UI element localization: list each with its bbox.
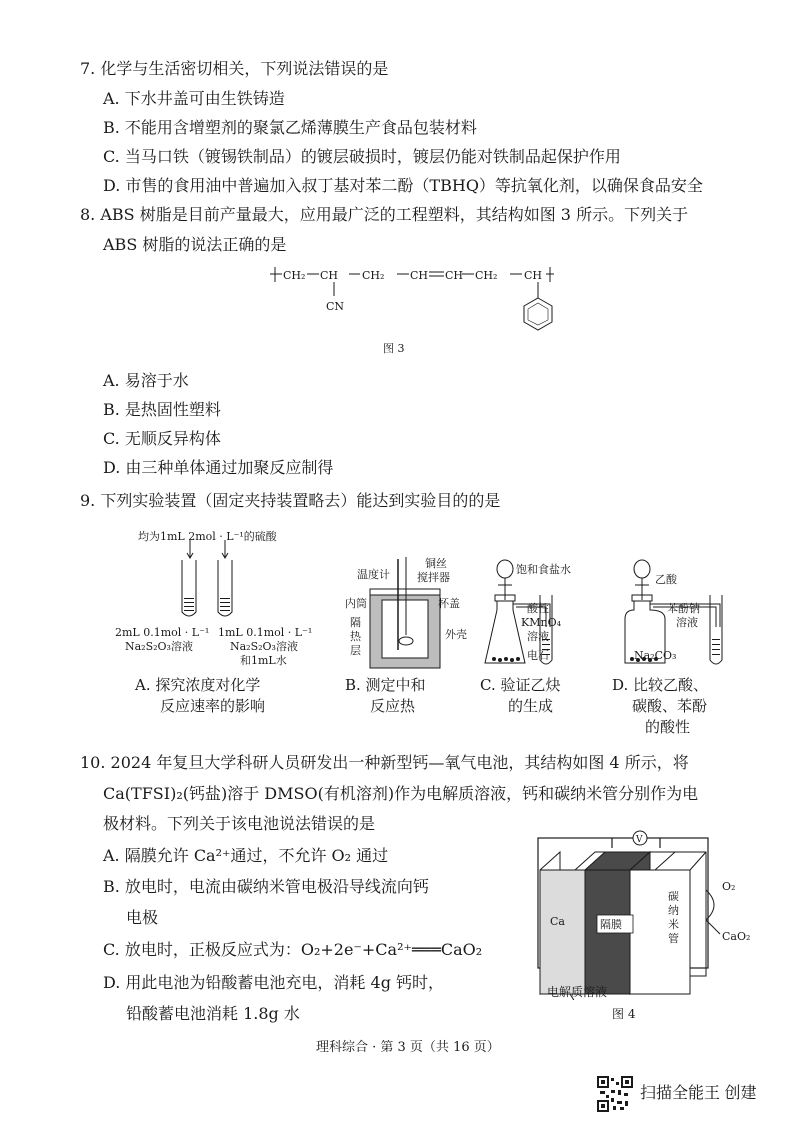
q9c-label-kmno4-3: 溶液 (527, 630, 549, 643)
q9c-label-kmno4-1: 酸性 (527, 602, 549, 615)
q9d-label-phenol-2: 溶液 (676, 616, 698, 629)
q9a-left-label-1: 2mL 0.1mol · L⁻¹ (115, 626, 210, 639)
q7-option-a: A. 下水井盖可由生铁铸造 (103, 89, 285, 108)
cao2-label: CaO₂ (722, 930, 751, 943)
q9b-label-insul-3: 层 (350, 644, 361, 657)
figure-3-label: 图 3 (383, 342, 405, 355)
q9a-right-label-3: 和1mL水 (240, 654, 287, 667)
q8-option-b: B. 是热固性塑料 (103, 400, 221, 419)
q9b-label-shell: 外壳 (445, 628, 467, 641)
q9d-caption-3: 的酸性 (645, 718, 691, 736)
q9b-label-copper-2: 搅拌器 (417, 571, 450, 584)
q7-stem: 7. 化学与生活密切相关，下列说法错误的是 (80, 59, 389, 78)
o2-label: O₂ (722, 880, 736, 893)
q8-option-a: A. 易溶于水 (103, 371, 189, 390)
q9d-label-phenol-1: 苯酚钠 (667, 602, 700, 615)
q10-option-a: A. 隔膜允许 Ca²⁺通过，不允许 O₂ 通过 (103, 846, 389, 865)
q9b-label-copper-1: 铜丝 (425, 557, 447, 570)
svg-text:CH: CH (524, 269, 543, 282)
q9a-test-tubes-figure (170, 540, 250, 620)
cnt-label-4: 管 (668, 932, 679, 945)
q10-option-d-cont: 铅酸蓄电池消耗 1.8g 水 (126, 1004, 300, 1023)
q9a-top-label: 均为1mL 2mol · L⁻¹的硫酸 (138, 530, 277, 543)
q8-stem-line1: 8. ABS 树脂是目前产量最大，应用最广泛的工程塑料，其结构如图 3 所示。下列关于 (80, 205, 689, 224)
q9a-right-label-2: Na₂S₂O₃溶液 (230, 640, 298, 653)
svg-text:CH₂: CH₂ (362, 269, 385, 282)
q7-option-b: B. 不能用含增塑剂的聚氯乙烯薄膜生产食品包装材料 (103, 118, 477, 137)
q9a-left-label-2: Na₂S₂O₃溶液 (125, 640, 193, 653)
q9a-right-label-1: 1mL 0.1mol · L⁻¹ (218, 626, 313, 639)
membrane-label: 隔膜 (600, 918, 622, 931)
q8-stem-line2: ABS 树脂的说法正确的是 (103, 235, 287, 254)
q10-stem-line2: Ca(TFSI)₂(钙盐)溶于 DMSO(有机溶剂)作为电解质溶液，钙和碳纳米管分别作为电 (103, 784, 699, 803)
cnt-label-1: 碳 (668, 890, 679, 903)
q9c-caption-2: 的生成 (508, 697, 554, 715)
svg-text:CH₂: CH₂ (283, 269, 306, 282)
q9d-label-na2co3: Na₂CO₃ (634, 649, 677, 662)
q8-option-c: C. 无顺反异构体 (103, 429, 221, 448)
cn-group-label: CN (326, 300, 345, 313)
electrolyte-label: 电解质溶液 (547, 985, 608, 999)
q9c-label-kmno4-2: KMnO₄ (521, 616, 561, 629)
battery-figure (500, 830, 770, 1000)
q9c-caption-1: C. 验证乙炔 (480, 676, 561, 694)
scanner-watermark: 扫描全能王 创建 (640, 1085, 757, 1102)
bleed-through-text (700, 66, 704, 81)
svg-text:CH₂: CH₂ (475, 269, 498, 282)
q10-option-b: B. 放电时，电流由碳纳米管电极沿导线流向钙 (103, 877, 429, 896)
q9b-label-insul-2: 热 (350, 630, 361, 643)
cnt-label-3: 米 (668, 918, 679, 931)
q10-option-c: C. 放电时，正极反应式为：O₂+2e⁻+Ca²⁺═══CaO₂ (103, 940, 483, 959)
q9a-caption-2: 反应速率的影响 (160, 697, 266, 715)
q9a-caption-1: A. 探究浓度对化学 (135, 676, 261, 694)
q9d-caption-2: 碳酸、苯酚 (632, 697, 708, 715)
cnt-label-2: 纳 (668, 904, 679, 917)
q10-stem-line1: 10. 2024 年复旦大学科研人员研发出一种新型钙—氧气电池，其结构如图 4 所示，将 (80, 753, 689, 772)
q9d-caption-1: D. 比较乙酸、 (612, 676, 709, 694)
q9b-label-insul-1: 隔 (350, 616, 361, 629)
q9c-label-brine: 饱和食盐水 (516, 563, 571, 576)
q9c-label-carbide: 电石 (527, 649, 549, 662)
svg-text:CH: CH (320, 269, 339, 282)
q9-stem: 9. 下列实验装置（固定夹持装置略去）能达到实验目的的是 (80, 491, 501, 510)
q10-option-d: D. 用此电池为铅酸蓄电池充电，消耗 4g 钙时， (103, 973, 445, 992)
qr-code-icon (597, 1076, 633, 1112)
page-footer: 理科综合 · 第 3 页（共 16 页） (316, 1040, 500, 1055)
q9b-label-inner: 内筒 (345, 597, 367, 610)
q9b-label-lid: 杯盖 (438, 597, 460, 610)
svg-text:CH: CH (410, 269, 429, 282)
q8-option-d: D. 由三种单体通过加聚反应制得 (103, 458, 334, 477)
ca-electrode-label: Ca (550, 915, 565, 928)
abs-structure-formula (262, 262, 562, 342)
q7-option-d: D. 市售的食用油中普遍加入叔丁基对苯二酚（TBHQ）等抗氧化剂，以确保食品安全 (103, 176, 703, 195)
q9d-label-acid: 乙酸 (655, 573, 677, 586)
q10-stem-line3: 极材料。下列关于该电池说法错误的是 (103, 814, 376, 833)
voltmeter-icon: V (636, 835, 643, 845)
figure-4-label: 图 4 (612, 1007, 636, 1021)
q9b-caption-2: 反应热 (370, 697, 416, 715)
q10-option-b-cont: 电极 (126, 908, 159, 927)
q7-option-c: C. 当马口铁（镀锡铁制品）的镀层破损时，镀层仍能对铁制品起保护作用 (103, 147, 621, 166)
svg-text:CH: CH (445, 269, 464, 282)
q9b-label-thermometer: 温度计 (357, 568, 390, 581)
q9b-caption-1: B. 测定中和 (345, 676, 426, 694)
